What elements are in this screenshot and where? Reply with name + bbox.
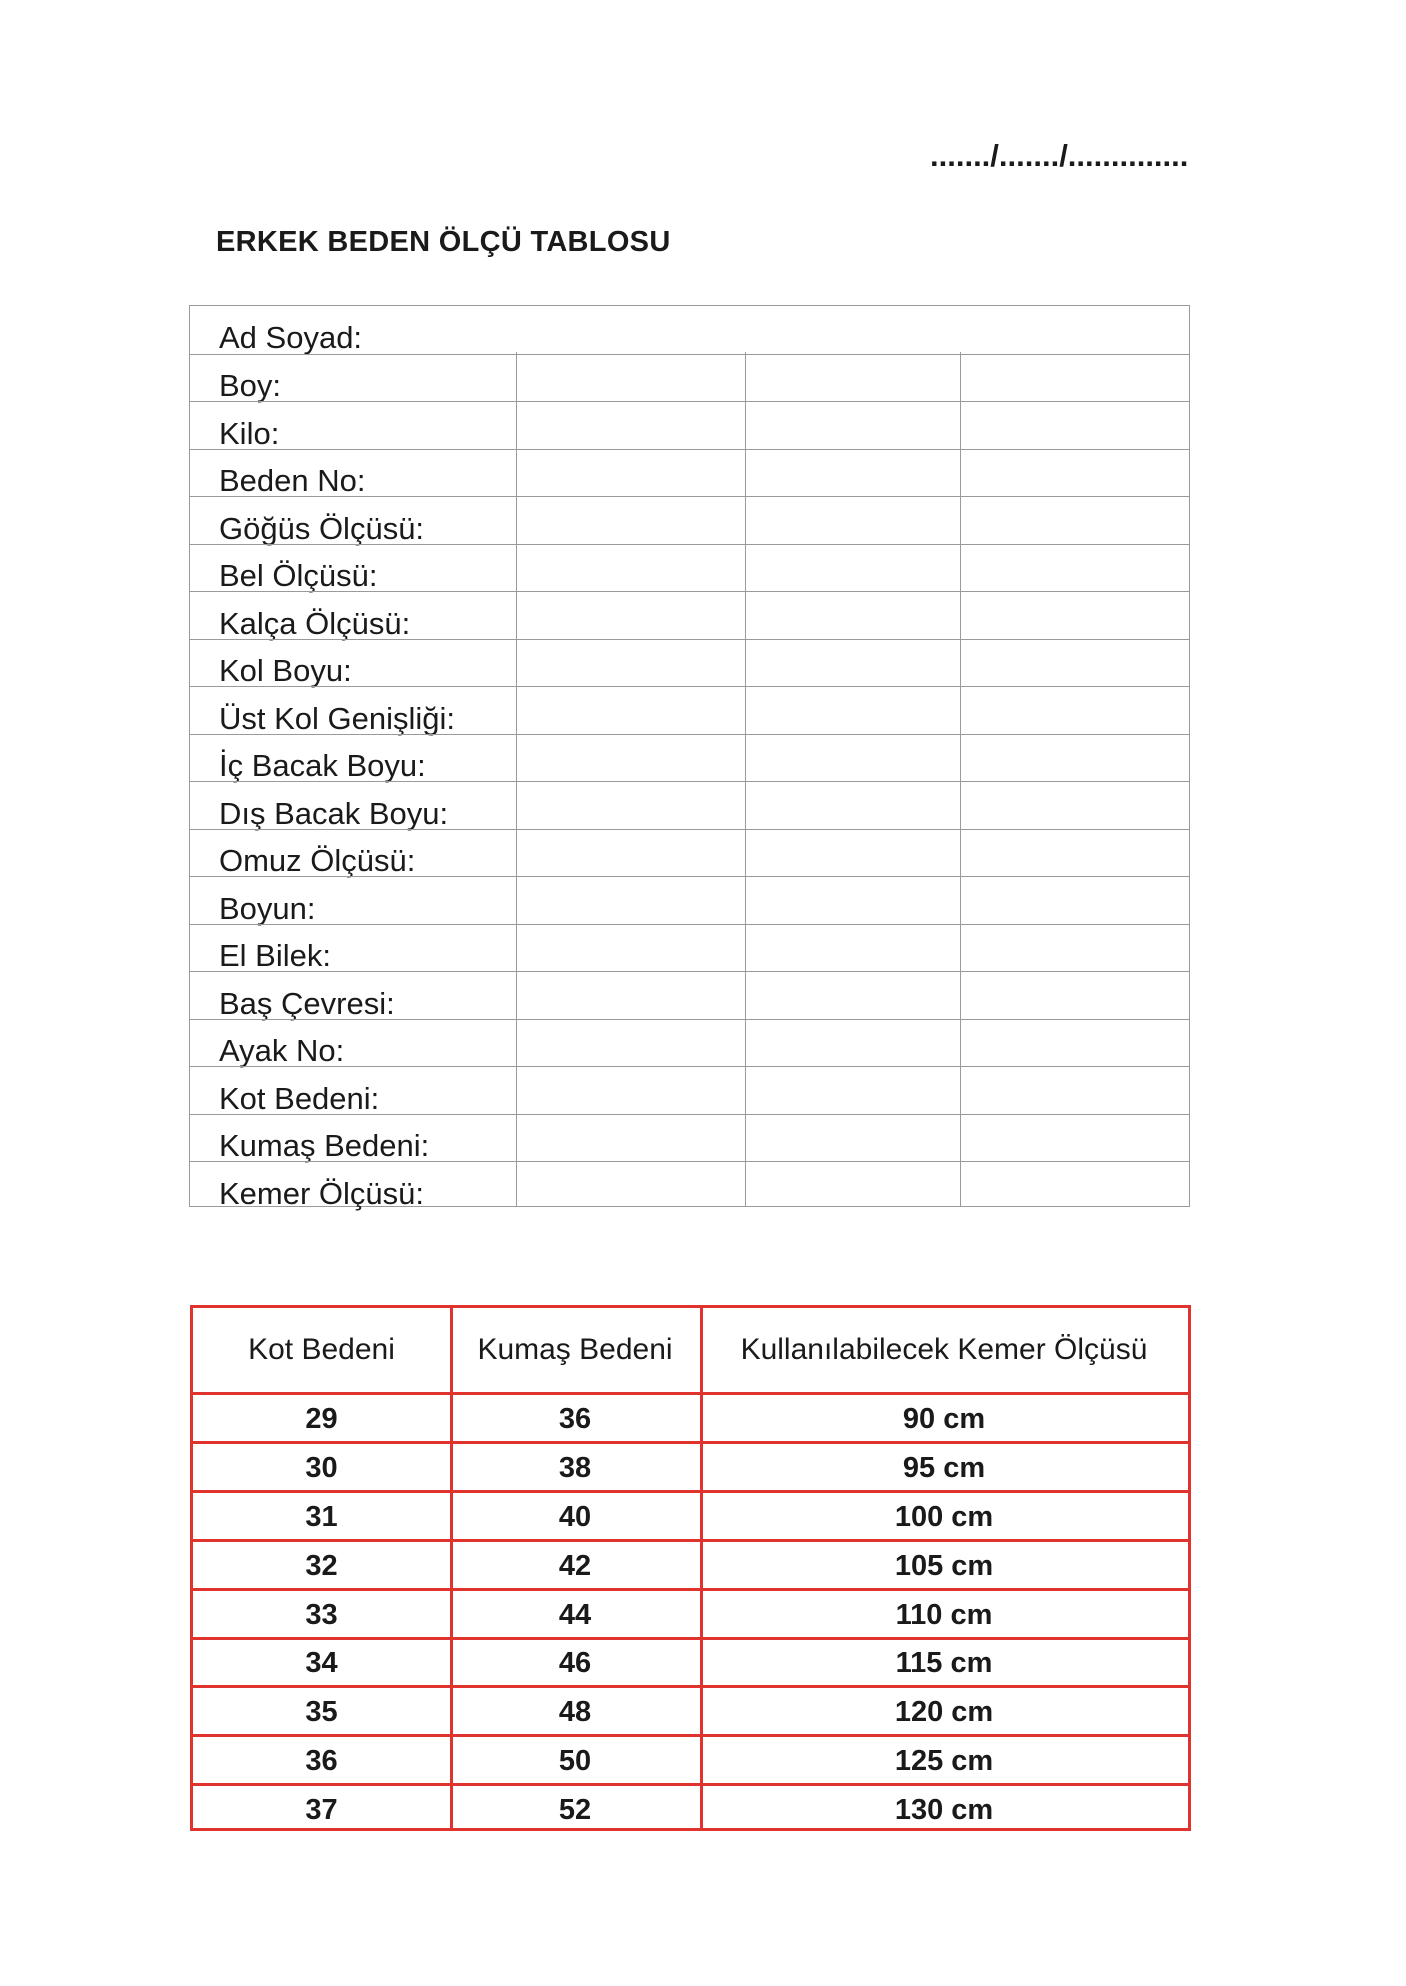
size-table-row (193, 1783, 1188, 1835)
form-entry-cell[interactable] (745, 402, 960, 450)
size-table-cell: 95 cm (902, 1451, 986, 1484)
form-field-label: El Bilek: (219, 938, 331, 973)
form-entry-cell[interactable] (960, 687, 1191, 735)
form-field-label: Kol Boyu: (219, 653, 352, 688)
form-entry-cell[interactable] (516, 402, 745, 450)
form-entry-cell[interactable] (745, 687, 960, 735)
size-table-cell: 46 (558, 1647, 592, 1680)
form-entry-cell[interactable] (960, 877, 1191, 925)
form-entry-cell[interactable] (516, 1162, 745, 1210)
form-entry-cell[interactable] (745, 640, 960, 688)
form-entry-cell[interactable] (516, 450, 745, 498)
form-entry-cell[interactable] (960, 545, 1191, 593)
form-row (190, 1161, 1189, 1210)
size-table-cell: 35 (305, 1696, 338, 1729)
form-entry-cell[interactable] (960, 925, 1191, 973)
size-table-cell: 33 (305, 1598, 338, 1631)
page-title: ERKEK BEDEN ÖLÇÜ TABLOSU (216, 226, 671, 258)
form-field-label: Üst Kol Genişliği: (219, 700, 456, 736)
form-entry-cell[interactable] (516, 735, 745, 783)
form-row (190, 354, 1189, 403)
form-field-label: Kumaş Bedeni: (219, 1128, 430, 1163)
form-entry-cell[interactable] (960, 1162, 1191, 1210)
form-entry-cell[interactable] (960, 355, 1191, 403)
size-table-header-cell: Kullanılabilecek Kemer Ölçüsü (740, 1333, 1148, 1366)
size-table-header-row (193, 1308, 1188, 1392)
form-field-label: Boy: (219, 368, 282, 403)
form-field-label: İç Bacak Boyu: (219, 748, 426, 783)
form-row (190, 496, 1189, 545)
size-table-row (193, 1441, 1188, 1493)
form-field-label: Boyun: (219, 890, 316, 926)
size-table-cell: 29 (305, 1402, 338, 1435)
date-field: ......./......./.............. (930, 138, 1189, 173)
form-field-label: Kalça Ölçüsü: (219, 605, 411, 641)
form-entry-cell[interactable] (960, 735, 1191, 783)
form-entry-cell[interactable] (960, 782, 1191, 830)
form-entry-cell[interactable] (960, 830, 1191, 878)
size-table-row (193, 1392, 1188, 1444)
size-table-header-cell: Kumaş Bedeni (477, 1333, 673, 1366)
form-entry-cell[interactable] (960, 592, 1191, 640)
form-entry-cell[interactable] (516, 1020, 745, 1068)
size-table-row (193, 1588, 1188, 1640)
form-row (190, 924, 1189, 973)
form-entry-cell[interactable] (745, 545, 960, 593)
form-entry-cell[interactable] (960, 497, 1191, 545)
size-table-cell: 105 cm (894, 1549, 994, 1582)
form-field-label: Beden No: (219, 463, 366, 498)
form-row (190, 686, 1189, 735)
form-row (190, 1114, 1189, 1163)
form-entry-cell[interactable] (745, 782, 960, 830)
form-row (190, 401, 1189, 450)
form-field-label: Dış Bacak Boyu: (219, 795, 449, 831)
form-entry-cell[interactable] (745, 1067, 960, 1115)
size-table-cell: 100 cm (894, 1500, 994, 1533)
size-table-cell: 40 (558, 1500, 592, 1533)
form-entry-cell[interactable] (960, 1020, 1191, 1068)
size-table-cell: 52 (558, 1794, 592, 1827)
form-field-label: Baş Çevresi: (219, 985, 395, 1021)
size-table-cell: 32 (305, 1549, 338, 1582)
size-table-cell: 30 (305, 1451, 338, 1484)
form-entry-cell[interactable] (516, 592, 745, 640)
form-entry-cell[interactable] (745, 450, 960, 498)
size-table-cell: 130 cm (894, 1794, 994, 1827)
size-table-cell: 115 cm (895, 1647, 993, 1680)
form-row (190, 1066, 1189, 1115)
size-table-cell: 31 (305, 1500, 338, 1533)
form-field-label: Bel Ölçüsü: (219, 558, 378, 593)
form-row (190, 971, 1189, 1020)
form-field-label: Omuz Ölçüsü: (219, 843, 416, 878)
form-field-label: Kot Bedeni: (219, 1080, 380, 1116)
size-conversion-table (190, 1305, 1191, 1831)
form-entry-cell[interactable] (745, 592, 960, 640)
form-entry-cell[interactable] (745, 972, 960, 1020)
form-entry-cell[interactable] (745, 497, 960, 545)
form-entry-cell[interactable] (516, 545, 745, 593)
form-row (190, 876, 1189, 925)
size-table-row (193, 1539, 1188, 1591)
size-table-row (193, 1685, 1188, 1737)
form-row (190, 1019, 1189, 1068)
form-entry-cell[interactable] (516, 640, 745, 688)
form-entry-cell[interactable] (745, 1115, 960, 1163)
form-field-label: Kemer Ölçüsü: (219, 1175, 425, 1211)
size-table-cell: 120 cm (894, 1696, 994, 1729)
form-entry-cell[interactable] (516, 355, 745, 403)
form-field-label: Ayak No: (219, 1033, 345, 1068)
form-row (190, 734, 1189, 783)
form-entry-cell[interactable] (516, 687, 745, 735)
form-field-label: Göğüs Ölçüsü: (219, 510, 425, 546)
form-row (190, 544, 1189, 593)
form-entry-cell[interactable] (745, 1020, 960, 1068)
form-entry-cell[interactable] (516, 972, 745, 1020)
measurement-form-table (189, 305, 1190, 1211)
form-entry-cell[interactable] (516, 1067, 745, 1115)
form-entry-cell[interactable] (745, 1162, 960, 1210)
size-table-cell: 90 cm (902, 1402, 986, 1435)
form-field-label: Ad Soyad: (219, 319, 363, 355)
size-table-row (193, 1637, 1188, 1689)
size-table-row (193, 1734, 1188, 1786)
size-table-cell: 36 (305, 1745, 338, 1778)
size-table-cell: 34 (305, 1647, 338, 1680)
form-entry-cell[interactable] (745, 830, 960, 878)
size-table-cell: 50 (558, 1745, 592, 1778)
size-table-row (193, 1490, 1188, 1542)
size-table-cell: 37 (305, 1794, 338, 1827)
form-row (190, 591, 1189, 640)
size-table-header-cell: Kot Bedeni (248, 1333, 395, 1366)
form-row (190, 449, 1189, 498)
size-table-cell: 110 cm (895, 1598, 993, 1631)
form-entry-cell[interactable] (516, 497, 745, 545)
form-entry-cell[interactable] (960, 972, 1191, 1020)
form-entry-cell[interactable] (516, 830, 745, 878)
size-table-cell: 42 (558, 1549, 592, 1582)
form-entry-cell[interactable] (745, 925, 960, 973)
form-entry-cell[interactable] (745, 735, 960, 783)
form-entry-cell[interactable] (960, 402, 1191, 450)
size-table-cell: 48 (558, 1696, 592, 1729)
form-entry-cell[interactable] (516, 1115, 745, 1163)
form-row (190, 306, 1189, 354)
form-entry-cell[interactable] (960, 1115, 1191, 1163)
size-table-cell: 36 (558, 1402, 592, 1435)
form-entry-cell[interactable] (516, 782, 745, 830)
form-entry-cell[interactable] (516, 877, 745, 925)
form-entry-cell[interactable] (960, 450, 1191, 498)
form-field-label: Kilo: (219, 415, 280, 451)
form-row (190, 639, 1189, 688)
form-row (190, 781, 1189, 830)
form-row (190, 829, 1189, 878)
form-entry-cell[interactable] (960, 640, 1191, 688)
size-table-cell: 125 cm (894, 1745, 994, 1778)
form-entry-cell[interactable] (960, 1067, 1191, 1115)
form-entry-cell[interactable] (745, 877, 960, 925)
size-table-cell: 38 (558, 1451, 592, 1484)
form-entry-cell[interactable] (745, 355, 960, 403)
size-table-cell: 44 (558, 1598, 592, 1631)
form-entry-cell[interactable] (516, 925, 745, 973)
